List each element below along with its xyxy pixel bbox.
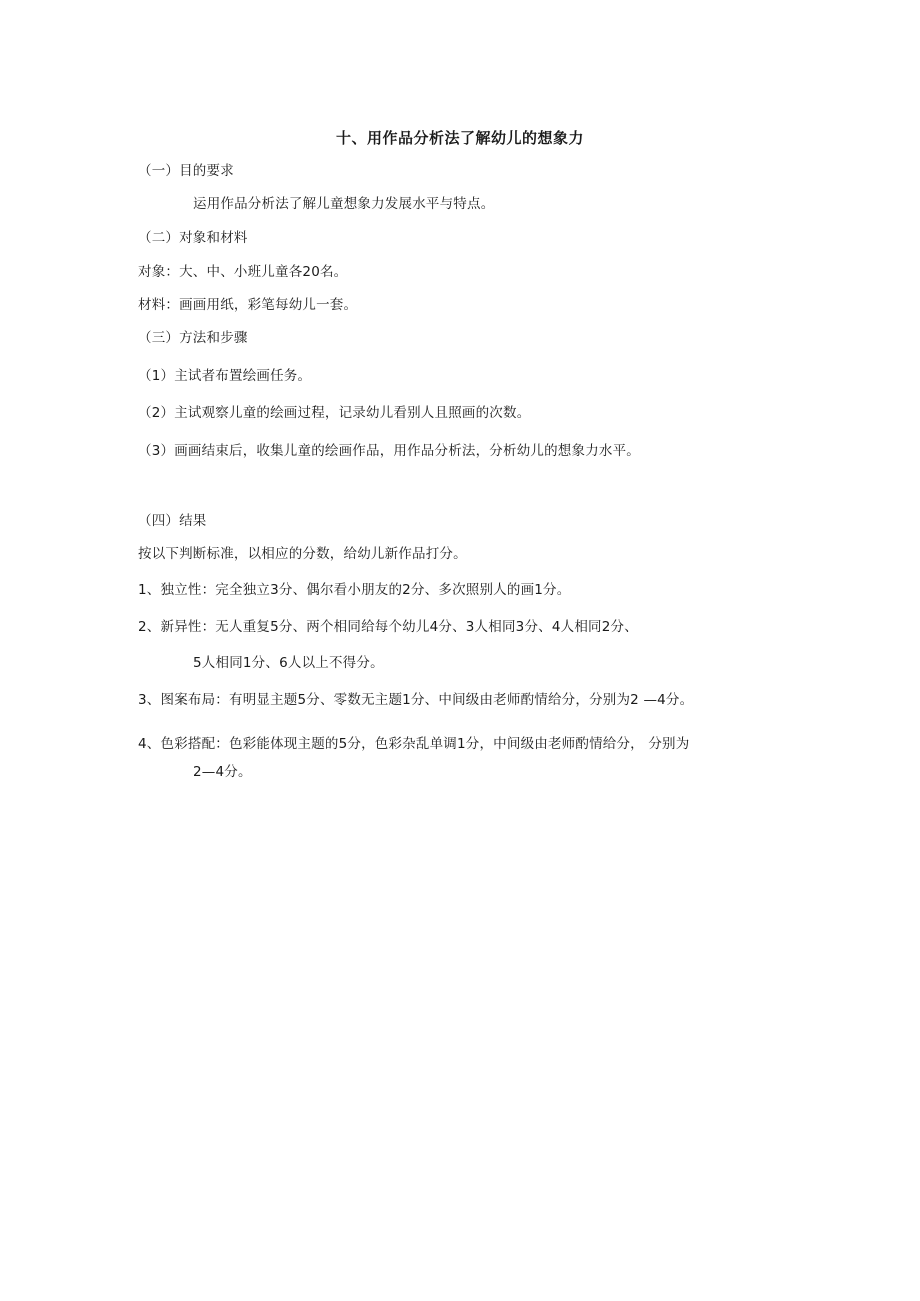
- results-criterion: 3、图案布局：有明显主题5分、零数无主题1分、中间级由老师酌情给分，分别为2 —4分。: [138, 692, 694, 708]
- method-step: （3）画画结束后，收集儿童的绘画作品，用作品分析法，分析幼儿的想象力水平。: [138, 443, 640, 459]
- results-criterion: 1、独立性：完全独立3分、偶尔看小朋友的2分、多次照别人的画1分。: [138, 582, 571, 598]
- subjects-line: 对象：大、中、小班儿童各20名。: [138, 264, 348, 280]
- section-heading-method: （三）方法和步骤: [138, 330, 248, 346]
- results-criterion-continuation: 2—4分。: [193, 764, 252, 780]
- results-criterion: 4、色彩搭配：色彩能体现主题的5分，色彩杂乱单调1分，中间级由老师酌情给分， 分别为: [138, 736, 690, 752]
- document-title: 十、用作品分析法了解幼儿的想象力: [335, 129, 584, 147]
- method-step: （2）主试观察儿童的绘画过程，记录幼儿看别人且照画的次数。: [138, 405, 531, 421]
- method-step: （1）主试者布置绘画任务。: [138, 368, 312, 384]
- results-intro: 按以下判断标准，以相应的分数，给幼儿新作品打分。: [138, 546, 467, 562]
- section-heading-results: （四）结果: [138, 513, 207, 529]
- purpose-body: 运用作品分析法了解儿童想象力发展水平与特点。: [193, 196, 495, 212]
- section-heading-purpose: （一）目的要求: [138, 163, 234, 179]
- results-criterion: 2、新异性：无人重复5分、两个相同给每个幼儿4分、3人相同3分、4人相同2分、: [138, 619, 638, 635]
- results-criterion-continuation: 5人相同1分、6人以上不得分。: [193, 655, 384, 671]
- materials-line: 材料：画画用纸，彩笔每幼儿一套。: [138, 297, 358, 313]
- section-heading-subjects: （二）对象和材料: [138, 230, 248, 246]
